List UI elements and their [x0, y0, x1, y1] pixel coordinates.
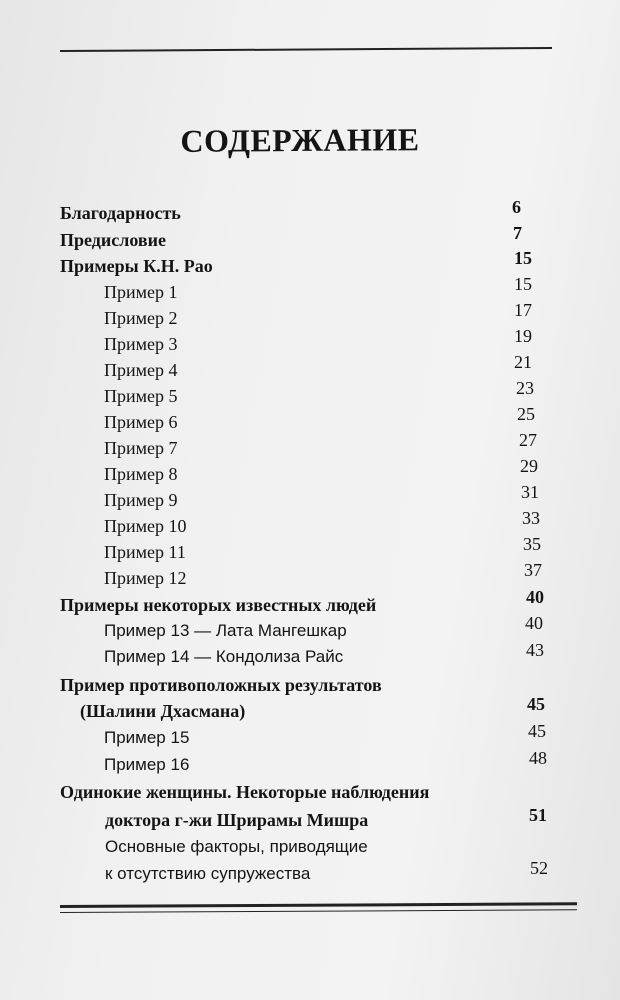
toc-page-number: 29 — [520, 456, 538, 476]
toc-entry: Пример 5 — [104, 386, 178, 406]
toc-page-number: 45 — [528, 721, 546, 741]
toc-entry: Пример противоположных результатов — [60, 675, 382, 695]
toc-page-number: 21 — [514, 352, 532, 372]
toc-page-number: 17 — [514, 300, 532, 320]
bottom-rule-thin — [60, 909, 577, 913]
toc-entry: к отсутствию супружества — [105, 864, 311, 883]
toc-entry: Пример 10 — [104, 516, 187, 536]
toc-page-number: 15 — [514, 248, 532, 268]
toc-page-number: 23 — [516, 378, 534, 398]
toc-entry: Пример 6 — [104, 412, 178, 432]
toc-page-number: 15 — [514, 274, 532, 294]
toc-entry: Пример 2 — [104, 308, 178, 328]
toc-page-number: 48 — [529, 748, 547, 768]
toc-page-number: 37 — [524, 560, 542, 580]
toc-page-number: 40 — [526, 587, 544, 607]
toc-entry: Пример 1 — [104, 282, 178, 302]
toc-page-number: 7 — [513, 223, 522, 243]
toc-page-number: 40 — [525, 613, 543, 633]
bottom-rule-thick — [60, 902, 577, 908]
toc-page-number: 45 — [527, 694, 545, 714]
toc-entry: доктора г-жи Шрирамы Мишра — [105, 810, 369, 830]
toc-page-number: 35 — [523, 534, 541, 554]
toc-page-number: 31 — [521, 482, 539, 502]
toc-entry: Предисловие — [60, 230, 166, 250]
toc-entry: Пример 3 — [104, 334, 178, 354]
toc-entry: Благодарность — [60, 203, 181, 223]
toc-entry: Примеры К.Н. Рао — [60, 256, 213, 276]
toc-entry: Примеры некоторых известных людей — [60, 595, 377, 615]
toc-entry: Пример 9 — [104, 490, 178, 510]
toc-entry: Пример 7 — [104, 438, 178, 458]
toc-page-number: 19 — [514, 326, 532, 346]
toc-page-number: 33 — [522, 508, 540, 528]
toc-page-number: 27 — [519, 430, 537, 450]
toc-page-number: 6 — [512, 197, 521, 217]
toc-entry: Пример 15 — [104, 728, 190, 747]
page-title: СОДЕРЖАНИЕ — [180, 121, 420, 159]
toc-page-number: 25 — [517, 404, 535, 424]
toc-entry: Пример 8 — [104, 464, 178, 484]
top-rule — [60, 47, 552, 52]
toc-page-number: 52 — [530, 858, 548, 878]
toc-entry: Одинокие женщины. Некоторые наблюдения — [60, 782, 430, 802]
toc-entry: Пример 14 — Кондолиза Райс — [104, 647, 344, 666]
toc-entry: (Шалини Дхасмана) — [80, 701, 246, 721]
toc-page-number: 43 — [526, 640, 544, 660]
toc-entry: Пример 4 — [104, 360, 178, 380]
toc-entry: Пример 16 — [104, 755, 190, 774]
toc-entry: Пример 11 — [104, 542, 186, 562]
toc-page-number: 51 — [529, 805, 547, 825]
toc-entry: Пример 12 — [104, 568, 187, 588]
toc-entry: Основные факторы, приводящие — [105, 837, 368, 856]
toc-entry: Пример 13 — Лата Мангешкар — [104, 621, 347, 640]
